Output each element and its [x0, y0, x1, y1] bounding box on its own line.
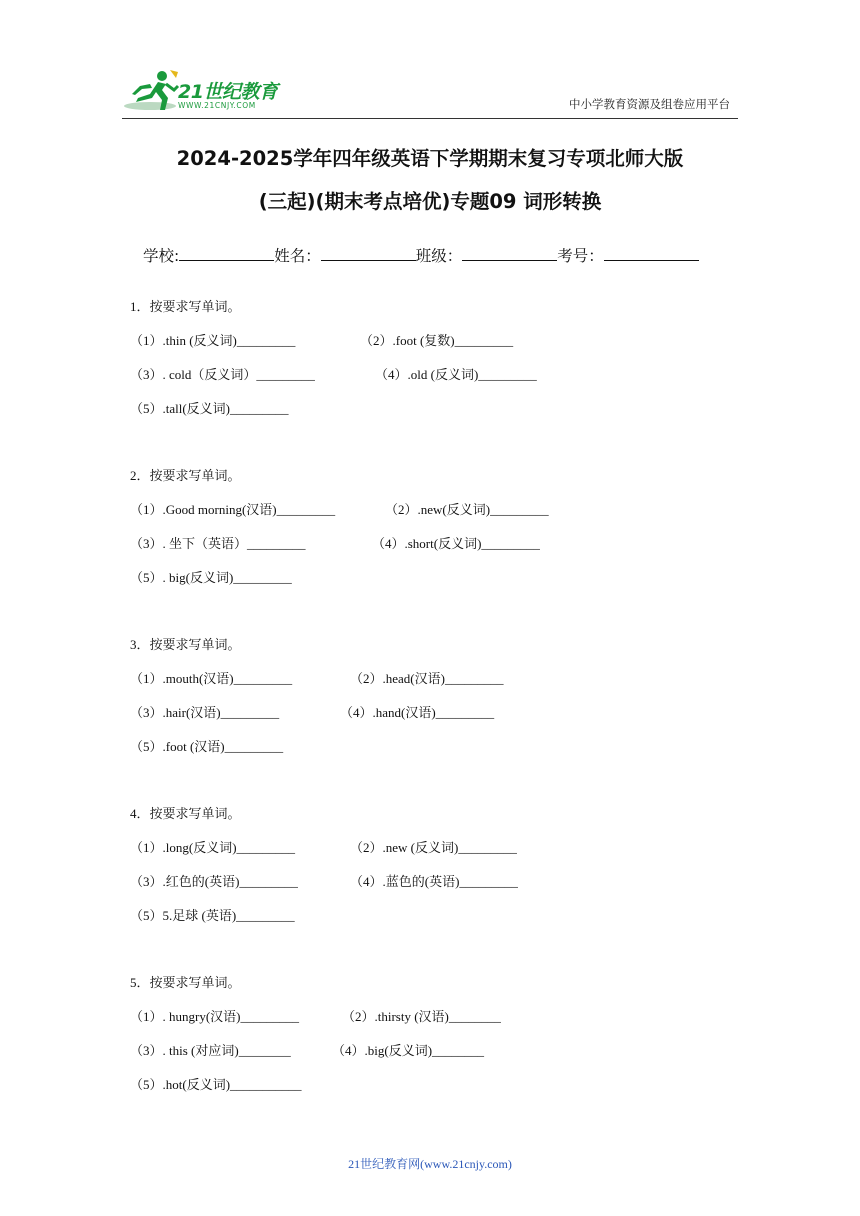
- question-2-row-1: [130, 499, 730, 519]
- question-item[interactable]: （1）.thin (反义词)_________: [130, 333, 296, 348]
- question-4-row-1: [130, 837, 730, 857]
- question-item[interactable]: （4）.short(反义词)_________: [372, 536, 540, 551]
- question-item[interactable]: （5）.tall(反义词)_________: [130, 401, 289, 416]
- page-title-line-2: (三起)(期末考点培优)专题09 词形转换: [258, 190, 602, 213]
- question-item[interactable]: （4）.hand(汉语)_________: [340, 705, 495, 720]
- footer-link[interactable]: 21世纪教育网(www.21cnjy.com): [348, 1157, 512, 1171]
- question-3-row-3: [130, 736, 730, 756]
- question-1-row-2: [130, 364, 730, 384]
- question-item[interactable]: （5）5.足球 (英语)_________: [130, 908, 295, 923]
- question-1-title: 1．按要求写单词。: [130, 299, 241, 314]
- question-item[interactable]: （3）. cold（反义词）_________: [130, 367, 315, 382]
- question-5-row-2: [130, 1040, 730, 1060]
- question-4-title: 4．按要求写单词。: [130, 806, 241, 821]
- number-blank[interactable]: [604, 245, 699, 261]
- question-2-title: 2．按要求写单词。: [130, 468, 241, 483]
- question-1-row-3: [130, 398, 730, 418]
- question-4-row-3: [130, 905, 730, 925]
- question-item[interactable]: （4）.old (反义词)_________: [375, 367, 537, 382]
- question-2-row-3: [130, 567, 730, 587]
- question-item[interactable]: （5）.hot(反义词)___________: [130, 1077, 302, 1092]
- class-label: 班级：: [415, 247, 463, 265]
- platform-label: 中小学教育资源及组卷应用平台: [569, 97, 730, 111]
- question-5-row-1: [130, 1006, 730, 1026]
- question-item[interactable]: （2）.head(汉语)_________: [350, 671, 504, 686]
- header-divider: [122, 118, 738, 119]
- question-item[interactable]: （3）. 坐下（英语）_________: [130, 536, 306, 551]
- question-item[interactable]: （2）.thirsty (汉语)________: [342, 1009, 501, 1024]
- question-1-row-1: [130, 330, 730, 350]
- question-item[interactable]: （4）.big(反义词)________: [332, 1043, 485, 1058]
- page-title-line-1: 2024-2025学年四年级英语下学期期末复习专项北师大版: [176, 147, 684, 170]
- logo-text: 21世纪教育: [178, 81, 278, 103]
- question-item[interactable]: （2）.new (反义词)_________: [350, 840, 517, 855]
- question-5-row-3: [130, 1074, 730, 1094]
- question-item[interactable]: （2）.foot (复数)_________: [360, 333, 514, 348]
- question-3-row-2: [130, 702, 730, 722]
- logo-subtext: WWW.21CNJY.COM: [178, 101, 256, 110]
- question-item[interactable]: （3）.红色的(英语)_________: [130, 874, 298, 889]
- school-label: 学校:: [143, 247, 180, 265]
- name-label: 姓名：: [274, 247, 321, 265]
- question-4-row-2: [130, 871, 730, 891]
- question-item[interactable]: （4）.蓝色的(英语)_________: [350, 874, 518, 889]
- number-label: 考号：: [557, 247, 604, 265]
- question-item[interactable]: （1）.long(反义词)_________: [130, 840, 296, 855]
- question-item[interactable]: （5）. big(反义词)_________: [130, 570, 292, 585]
- question-3-row-1: [130, 668, 730, 688]
- student-info-line: [143, 244, 699, 266]
- question-3-title: 3．按要求写单词。: [130, 637, 241, 652]
- class-blank[interactable]: [462, 245, 557, 261]
- question-2-row-2: [130, 533, 730, 553]
- question-item[interactable]: （3）.hair(汉语)_________: [130, 705, 280, 720]
- question-item[interactable]: （3）. this (对应词)________: [130, 1043, 291, 1058]
- question-5-title: 5．按要求写单词。: [130, 975, 241, 990]
- question-item[interactable]: （2）.new(反义词)_________: [385, 502, 549, 517]
- school-blank[interactable]: [179, 245, 274, 261]
- question-item[interactable]: （1）.Good morning(汉语)_________: [130, 502, 336, 517]
- question-item[interactable]: （5）.foot (汉语)_________: [130, 739, 284, 754]
- question-item[interactable]: （1）.mouth(汉语)_________: [130, 671, 293, 686]
- question-item[interactable]: （1）. hungry(汉语)_________: [130, 1009, 299, 1024]
- name-blank[interactable]: [321, 245, 416, 261]
